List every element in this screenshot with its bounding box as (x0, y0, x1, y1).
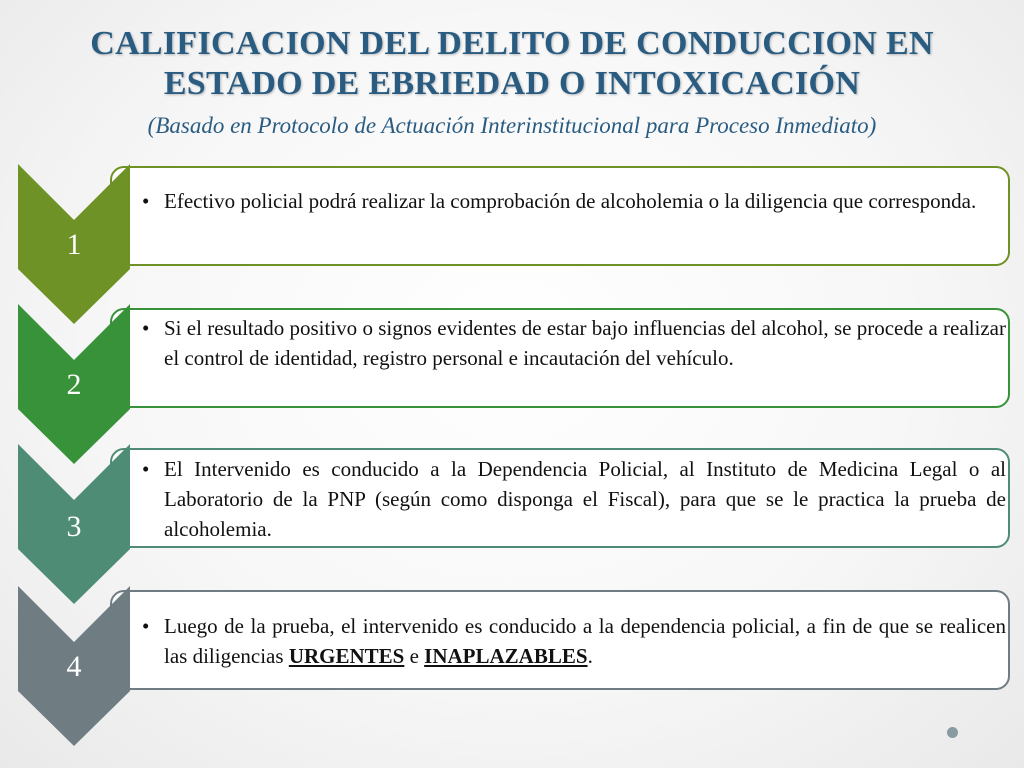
bullet-icon: • (142, 316, 150, 340)
step-1-text: Efectivo policial podrá realizar la comprobación de alcoholemia o la diligencia que corresponda. (164, 189, 977, 213)
step-1-number: 1 (66, 228, 82, 261)
step-2-number: 2 (66, 368, 82, 401)
bullet-icon: • (142, 457, 150, 481)
step-4-text (164, 611, 1006, 671)
slide-title-line-1: CALIFICACION DEL DELITO DE CONDUCCION EN (90, 25, 934, 62)
step-2-item (142, 313, 1006, 373)
step-3-number: 3 (66, 510, 82, 543)
slide-subtitle: (Basado en Protocolo de Actuación Interinstitucional para Proceso Inmediato) (147, 113, 877, 138)
slide-dot-decoration (947, 727, 958, 738)
step-4-item (142, 611, 1006, 671)
step-3-text: El Intervenido es conducido a la Dependencia Policial, al Instituto de Medicina Legal o al Laboratorio de la PNP (según como disponga el Fiscal), para que se le practica la prueba de alcoholemia. (164, 457, 1006, 541)
step-4-text-before: Luego de la prueba, el intervenido es conducido a la dependencia policial, a fin de que se realicen las diligencias (164, 614, 1006, 668)
bullet-icon: • (142, 189, 150, 213)
step-1-box (110, 166, 1010, 266)
bullet-icon: • (142, 614, 150, 638)
step-2-text: Si el resultado positivo o signos evidentes de estar bajo influencias del alcohol, se procede a realizar el control de identidad, registro personal e incautación del vehículo. (164, 316, 1006, 370)
step-4-text-after: . (587, 644, 593, 668)
step-4-emphasis-urgentes: URGENTES (288, 644, 405, 668)
step-3-item (142, 454, 1006, 544)
slide-title (0, 24, 1024, 104)
step-4-emphasis-inaplazables: INAPLAZABLES (424, 644, 588, 668)
step-4-number: 4 (66, 650, 82, 683)
step-1-item (142, 186, 1006, 216)
step-4-text-middle: e (404, 644, 425, 668)
slide-title-line-2: ESTADO DE EBRIEDAD O INTOXICACIÓN (163, 65, 861, 102)
